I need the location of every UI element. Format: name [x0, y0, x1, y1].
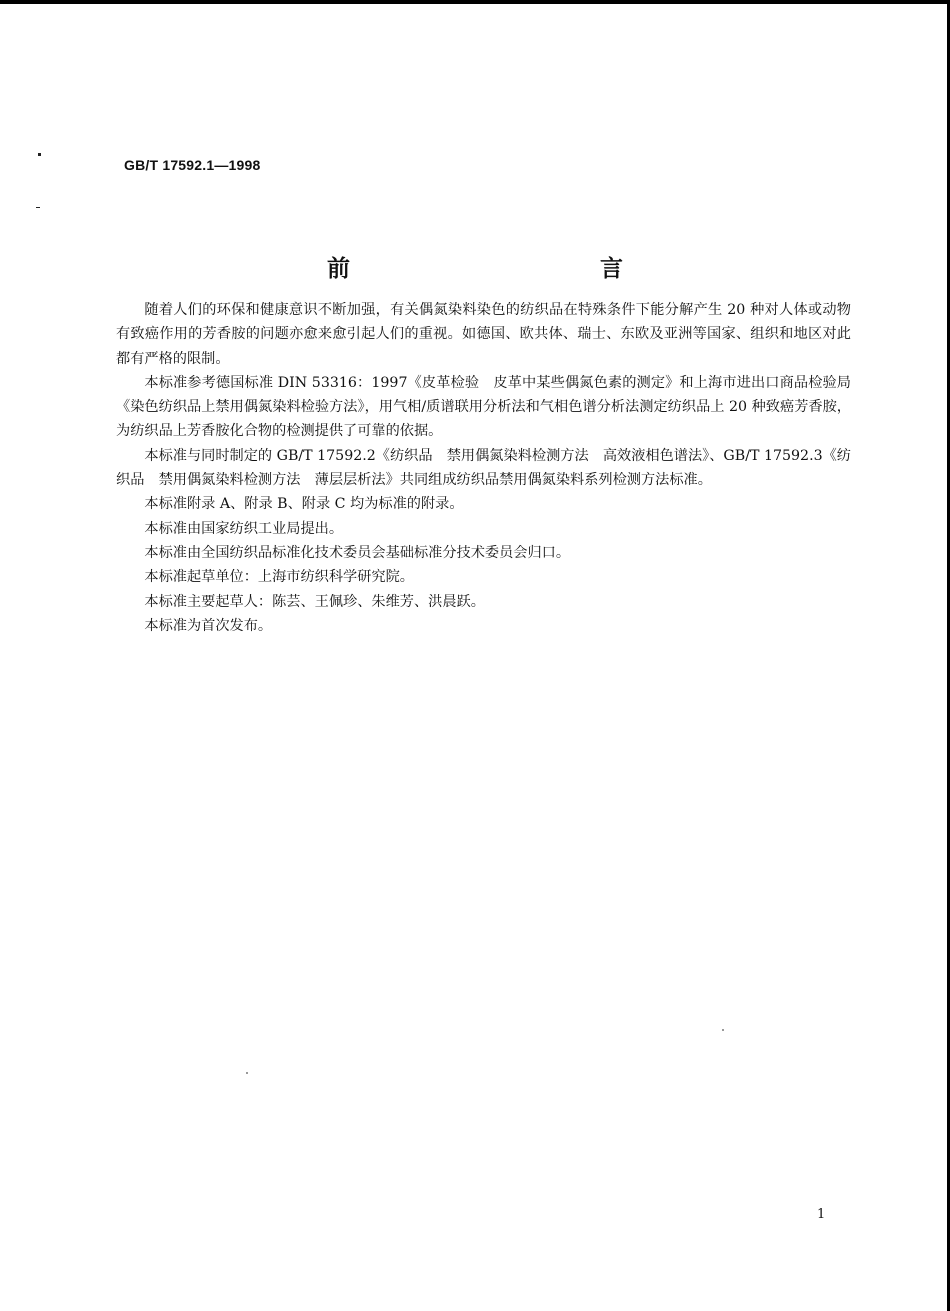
scan-speck [722, 1029, 724, 1031]
page-number: 1 [817, 1207, 826, 1222]
paragraph: 本标准附录 A、附录 B、附录 C 均为标准的附录。 [144, 496, 464, 513]
standard-number-header: GB/T 17592.1—1998 [124, 157, 261, 173]
paragraph: 本标准起草单位：上海市纺织科学研究院。 [144, 569, 414, 586]
page-title: 前 言 [327, 256, 691, 282]
paragraph: 本标准参考德国标准 DIN 53316：1997《皮革检验 皮革中某些偶氮色素的测定》和上海市进出口商品检验局《染色纺织品上禁用偶氮染料检验方法》，用气相/质谱联用分析法和气相色谱分析法测定纺织品上 20 种致癌芳香胺，为纺织品上芳香胺化合物的检测提供了可靠的依据。 [116, 374, 851, 440]
paragraph: 随着人们的环保和健康意识不断加强，有关偶氮染料染色的纺织品在特殊条件下能分解产生 20 种对人体或动物有致癌作用的芳香胺的问题亦愈来愈引起人们的重视。如德国、欧共体、瑞士、东欧及亚洲等国家、组织和地区对此都有严格的限制。 [116, 302, 851, 367]
paragraph: 本标准由全国纺织品标准化技术委员会基础标准分技术委员会归口。 [144, 544, 571, 561]
foreword-body [116, 298, 851, 638]
scan-speck [246, 1072, 248, 1074]
paragraph: 本标准为首次发布。 [144, 617, 273, 634]
scan-speck [38, 153, 41, 156]
paragraph: 本标准主要起草人：陈芸、王佩珍、朱维芳、洪晨跃。 [144, 593, 485, 610]
paragraph: 本标准与同时制定的 GB/T 17592.2《纺织品 禁用偶氮染料检测方法 高效液相色谱法》、GB/T 17592.3《纺织品 禁用偶氮染料检测方法 薄层层析法》共同组成纺织品禁用偶氮染料系列检测方法标准。 [116, 447, 851, 489]
paragraph: 本标准由国家纺织工业局提出。 [144, 520, 344, 537]
scan-speck [36, 207, 40, 208]
